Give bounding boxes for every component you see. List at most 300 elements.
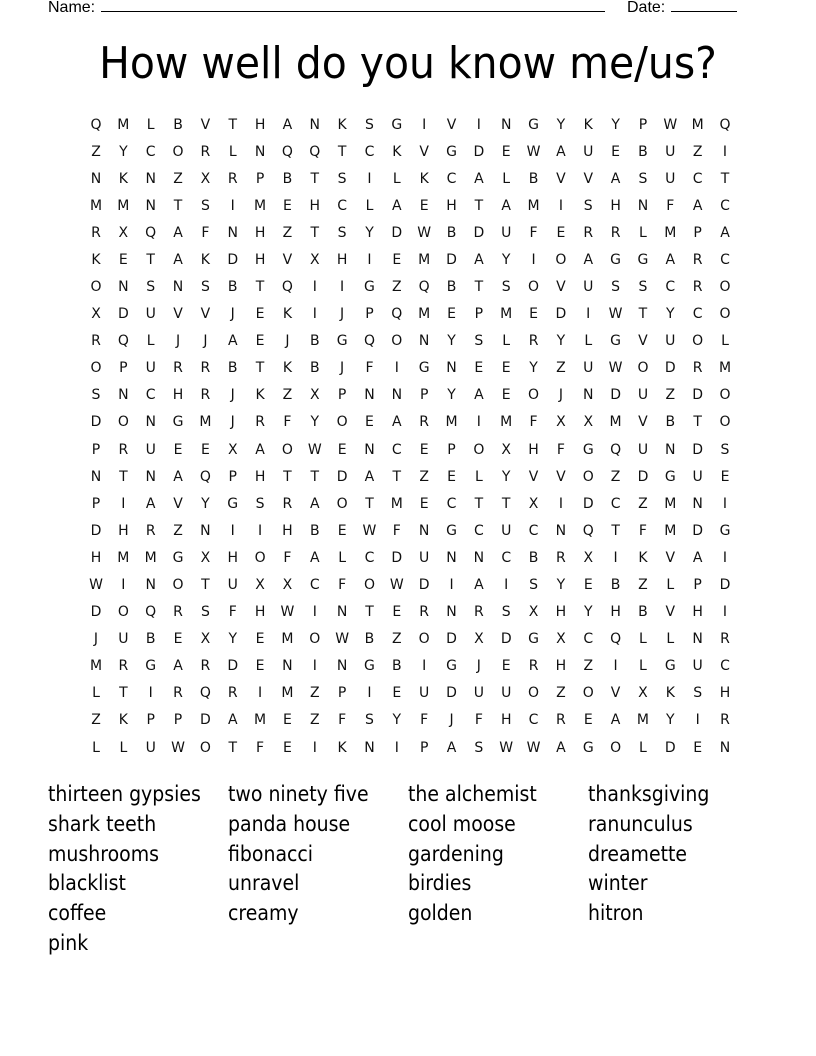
grid-cell[interactable]: Y bbox=[228, 631, 238, 648]
grid-cell[interactable]: V bbox=[200, 306, 211, 323]
grid-cell[interactable]: R bbox=[91, 333, 101, 350]
grid-cell[interactable]: L bbox=[146, 333, 155, 350]
grid-cell[interactable]: P bbox=[447, 441, 456, 458]
grid-cell[interactable]: A bbox=[474, 576, 484, 593]
grid-cell[interactable]: D bbox=[664, 360, 676, 377]
grid-cell[interactable]: I bbox=[476, 414, 481, 431]
grid-cell[interactable]: N bbox=[555, 522, 567, 539]
grid-cell[interactable]: R bbox=[692, 360, 703, 377]
grid-cell[interactable]: E bbox=[282, 197, 292, 214]
grid-cell[interactable]: I bbox=[422, 116, 427, 133]
grid-cell[interactable]: J bbox=[230, 414, 235, 431]
grid-cell[interactable]: S bbox=[474, 739, 484, 756]
grid-cell[interactable]: J bbox=[230, 387, 235, 404]
grid-cell[interactable]: R bbox=[692, 279, 703, 296]
grid-cell[interactable]: T bbox=[173, 197, 183, 214]
grid-cell[interactable]: M bbox=[609, 414, 622, 431]
grid-cell[interactable]: D bbox=[473, 224, 485, 241]
grid-cell[interactable]: A bbox=[364, 468, 375, 485]
grid-cell[interactable]: U bbox=[583, 360, 594, 377]
grid-cell[interactable]: A bbox=[692, 197, 703, 214]
grid-cell[interactable]: S bbox=[501, 604, 511, 621]
grid-cell[interactable]: A bbox=[392, 197, 402, 214]
grid-cell[interactable]: T bbox=[310, 224, 320, 241]
grid-cell[interactable]: M bbox=[418, 306, 431, 323]
grid-cell[interactable]: P bbox=[693, 224, 702, 241]
grid-cell[interactable]: T bbox=[501, 495, 511, 512]
grid-cell[interactable]: O bbox=[172, 576, 184, 593]
grid-cell[interactable]: I bbox=[367, 251, 372, 268]
grid-cell[interactable]: C bbox=[610, 495, 621, 512]
grid-cell[interactable]: W bbox=[307, 441, 322, 458]
grid-cell[interactable]: U bbox=[145, 739, 156, 756]
grid-cell[interactable]: Z bbox=[665, 387, 676, 404]
grid-cell[interactable]: Q bbox=[281, 279, 293, 296]
grid-cell[interactable]: N bbox=[446, 549, 457, 566]
grid-cell[interactable]: B bbox=[528, 170, 539, 187]
grid-cell[interactable]: R bbox=[173, 685, 183, 702]
grid-cell[interactable]: E bbox=[693, 739, 703, 756]
grid-cell[interactable]: N bbox=[336, 604, 348, 621]
grid-cell[interactable]: Z bbox=[91, 712, 101, 729]
grid-cell[interactable]: A bbox=[145, 495, 156, 512]
grid-cell[interactable]: J bbox=[230, 306, 235, 323]
grid-cell[interactable]: E bbox=[583, 712, 593, 729]
grid-cell[interactable]: M bbox=[199, 414, 212, 431]
grid-cell[interactable]: N bbox=[282, 658, 293, 675]
grid-cell[interactable]: Z bbox=[309, 685, 320, 702]
grid-cell[interactable]: U bbox=[118, 631, 129, 648]
grid-cell[interactable]: M bbox=[500, 306, 513, 323]
grid-cell[interactable]: P bbox=[337, 685, 347, 702]
grid-cell[interactable]: O bbox=[199, 739, 211, 756]
grid-cell[interactable]: X bbox=[309, 251, 320, 268]
grid-cell[interactable]: H bbox=[254, 604, 266, 621]
grid-cell[interactable]: W bbox=[663, 116, 678, 133]
grid-cell[interactable]: F bbox=[256, 739, 265, 756]
grid-cell[interactable]: O bbox=[391, 333, 403, 350]
grid-cell[interactable]: V bbox=[665, 604, 676, 621]
grid-cell[interactable]: Y bbox=[556, 116, 566, 133]
grid-cell[interactable]: U bbox=[227, 576, 238, 593]
grid-cell[interactable]: E bbox=[200, 441, 210, 458]
grid-cell[interactable]: Z bbox=[556, 360, 566, 377]
grid-cell[interactable]: U bbox=[419, 685, 430, 702]
grid-cell[interactable]: Q bbox=[582, 522, 594, 539]
grid-cell[interactable]: I bbox=[613, 658, 618, 675]
grid-cell[interactable]: G bbox=[664, 468, 676, 485]
grid-cell[interactable]: Q bbox=[418, 279, 430, 296]
grid-cell[interactable]: D bbox=[473, 143, 485, 160]
grid-cell[interactable]: Y bbox=[119, 143, 128, 160]
grid-cell[interactable]: R bbox=[419, 414, 430, 431]
grid-cell[interactable]: P bbox=[91, 495, 101, 512]
grid-cell[interactable]: T bbox=[474, 279, 484, 296]
grid-cell[interactable]: N bbox=[118, 387, 129, 404]
grid-cell[interactable]: E bbox=[392, 604, 402, 621]
grid-cell[interactable]: L bbox=[146, 116, 155, 133]
grid-cell[interactable]: J bbox=[558, 387, 563, 404]
grid-cell[interactable]: F bbox=[529, 414, 538, 431]
grid-cell[interactable]: X bbox=[556, 631, 566, 648]
grid-cell[interactable]: W bbox=[335, 631, 350, 648]
grid-cell[interactable]: B bbox=[173, 116, 183, 133]
grid-cell[interactable]: P bbox=[119, 360, 128, 377]
grid-cell[interactable]: N bbox=[145, 468, 156, 485]
grid-cell[interactable]: G bbox=[664, 658, 676, 675]
grid-cell[interactable]: Z bbox=[583, 658, 594, 675]
grid-cell[interactable]: A bbox=[474, 170, 484, 187]
grid-cell[interactable]: F bbox=[420, 712, 429, 729]
grid-cell[interactable]: H bbox=[610, 604, 621, 621]
grid-cell[interactable]: Z bbox=[392, 279, 402, 296]
grid-cell[interactable]: N bbox=[719, 739, 731, 756]
grid-cell[interactable]: A bbox=[610, 712, 621, 729]
grid-cell[interactable]: D bbox=[555, 306, 567, 323]
grid-cell[interactable]: E bbox=[282, 712, 292, 729]
grid-cell[interactable]: R bbox=[282, 495, 293, 512]
grid-cell[interactable]: I bbox=[230, 522, 235, 539]
grid-cell[interactable]: N bbox=[172, 279, 184, 296]
grid-cell[interactable]: Z bbox=[610, 468, 621, 485]
grid-cell[interactable]: U bbox=[637, 387, 649, 404]
grid-cell[interactable]: F bbox=[201, 224, 210, 241]
grid-cell[interactable]: B bbox=[638, 604, 648, 621]
grid-cell[interactable]: V bbox=[282, 251, 293, 268]
grid-cell[interactable]: D bbox=[90, 414, 102, 431]
grid-cell[interactable]: N bbox=[145, 576, 156, 593]
grid-cell[interactable]: O bbox=[719, 306, 731, 323]
grid-cell[interactable]: P bbox=[419, 387, 429, 404]
grid-cell[interactable]: E bbox=[365, 414, 374, 431]
grid-cell[interactable]: M bbox=[254, 712, 267, 729]
grid-cell[interactable]: U bbox=[145, 441, 156, 458]
grid-cell[interactable]: H bbox=[227, 549, 238, 566]
grid-cell[interactable]: O bbox=[637, 360, 649, 377]
grid-cell[interactable]: D bbox=[336, 468, 348, 485]
grid-cell[interactable]: Y bbox=[583, 604, 593, 621]
grid-cell[interactable]: N bbox=[665, 441, 676, 458]
grid-cell[interactable]: B bbox=[610, 576, 621, 593]
grid-cell[interactable]: S bbox=[611, 279, 621, 296]
grid-cell[interactable]: T bbox=[638, 306, 648, 323]
grid-cell[interactable]: L bbox=[639, 658, 647, 675]
grid-cell[interactable]: Q bbox=[90, 116, 102, 133]
grid-cell[interactable]: Z bbox=[692, 143, 703, 160]
grid-cell[interactable]: P bbox=[173, 712, 183, 729]
grid-cell[interactable]: M bbox=[664, 224, 677, 241]
grid-cell[interactable]: G bbox=[446, 658, 457, 675]
grid-cell[interactable]: S bbox=[638, 170, 648, 187]
grid-cell[interactable]: I bbox=[312, 739, 317, 756]
grid-cell[interactable]: D bbox=[446, 685, 457, 702]
grid-cell[interactable]: P bbox=[419, 739, 429, 756]
grid-cell[interactable]: E bbox=[474, 360, 484, 377]
grid-cell[interactable]: E bbox=[501, 143, 511, 160]
grid-cell[interactable]: H bbox=[555, 604, 567, 621]
grid-cell[interactable]: J bbox=[203, 333, 208, 350]
grid-cell[interactable]: T bbox=[119, 685, 128, 702]
grid-cell[interactable]: D bbox=[610, 387, 621, 404]
grid-cell[interactable]: R bbox=[610, 224, 621, 241]
grid-cell[interactable]: M bbox=[445, 414, 458, 431]
grid-cell[interactable]: E bbox=[419, 495, 429, 512]
grid-cell[interactable]: K bbox=[91, 251, 101, 268]
grid-cell[interactable]: Q bbox=[145, 224, 157, 241]
grid-cell[interactable]: N bbox=[637, 197, 649, 214]
grid-cell[interactable]: W bbox=[389, 576, 404, 593]
grid-cell[interactable]: K bbox=[255, 387, 265, 404]
grid-cell[interactable]: E bbox=[337, 522, 347, 539]
grid-cell[interactable]: E bbox=[392, 685, 402, 702]
grid-cell[interactable]: A bbox=[665, 251, 676, 268]
grid-cell[interactable]: A bbox=[255, 441, 265, 458]
grid-cell[interactable]: K bbox=[337, 116, 347, 133]
grid-cell[interactable]: I bbox=[558, 495, 563, 512]
grid-cell[interactable]: Y bbox=[392, 712, 402, 729]
grid-cell[interactable]: K bbox=[392, 143, 402, 160]
grid-cell[interactable]: D bbox=[227, 658, 239, 675]
grid-cell[interactable]: Y bbox=[447, 333, 456, 350]
grid-cell[interactable]: X bbox=[91, 306, 101, 323]
grid-cell[interactable]: A bbox=[692, 549, 703, 566]
grid-cell[interactable]: B bbox=[282, 170, 293, 187]
grid-cell[interactable]: M bbox=[89, 658, 103, 675]
grid-cell[interactable]: R bbox=[227, 685, 238, 702]
grid-cell[interactable]: I bbox=[504, 576, 509, 593]
grid-cell[interactable]: M bbox=[254, 197, 267, 214]
grid-cell[interactable]: A bbox=[227, 712, 238, 729]
grid-cell[interactable]: R bbox=[145, 522, 156, 539]
grid-cell[interactable]: W bbox=[526, 143, 541, 160]
grid-cell[interactable]: N bbox=[391, 387, 403, 404]
grid-cell[interactable]: P bbox=[146, 712, 155, 729]
grid-cell[interactable]: T bbox=[693, 414, 702, 431]
grid-cell[interactable]: G bbox=[610, 333, 622, 350]
grid-cell[interactable]: H bbox=[254, 116, 266, 133]
grid-cell[interactable]: V bbox=[556, 279, 566, 296]
grid-cell[interactable]: M bbox=[144, 549, 157, 566]
grid-cell[interactable]: S bbox=[365, 116, 374, 133]
grid-cell[interactable]: A bbox=[173, 224, 183, 241]
grid-cell[interactable]: F bbox=[365, 360, 374, 377]
grid-cell[interactable]: G bbox=[610, 251, 622, 268]
grid-cell[interactable]: N bbox=[118, 279, 129, 296]
grid-cell[interactable]: Y bbox=[556, 333, 566, 350]
grid-cell[interactable]: O bbox=[90, 279, 102, 296]
grid-cell[interactable]: N bbox=[145, 197, 156, 214]
grid-cell[interactable]: C bbox=[309, 576, 320, 593]
grid-cell[interactable]: Q bbox=[281, 143, 293, 160]
grid-cell[interactable]: E bbox=[255, 306, 265, 323]
grid-cell[interactable]: Q bbox=[309, 143, 321, 160]
grid-cell[interactable]: H bbox=[118, 522, 129, 539]
grid-cell[interactable]: A bbox=[309, 495, 320, 512]
grid-cell[interactable]: D bbox=[637, 468, 649, 485]
grid-cell[interactable]: L bbox=[474, 468, 483, 485]
grid-cell[interactable]: D bbox=[664, 739, 676, 756]
grid-cell[interactable]: W bbox=[362, 522, 377, 539]
grid-cell[interactable]: N bbox=[418, 333, 430, 350]
grid-cell[interactable]: O bbox=[281, 441, 293, 458]
grid-cell[interactable]: S bbox=[529, 576, 538, 593]
grid-cell[interactable]: M bbox=[718, 360, 732, 377]
grid-cell[interactable]: F bbox=[474, 712, 483, 729]
grid-cell[interactable]: I bbox=[394, 360, 399, 377]
grid-cell[interactable]: I bbox=[121, 495, 126, 512]
grid-cell[interactable]: X bbox=[474, 631, 484, 648]
grid-cell[interactable]: R bbox=[118, 441, 129, 458]
grid-cell[interactable]: M bbox=[418, 251, 431, 268]
grid-cell[interactable]: Y bbox=[529, 360, 538, 377]
grid-cell[interactable]: T bbox=[474, 197, 484, 214]
grid-cell[interactable]: T bbox=[201, 576, 210, 593]
grid-cell[interactable]: P bbox=[337, 387, 347, 404]
grid-cell[interactable]: Y bbox=[666, 712, 675, 729]
grid-cell[interactable]: J bbox=[175, 333, 181, 350]
grid-cell[interactable]: E bbox=[173, 441, 183, 458]
grid-cell[interactable]: R bbox=[556, 712, 566, 729]
grid-cell[interactable]: H bbox=[309, 197, 321, 214]
grid-cell[interactable]: Y bbox=[310, 414, 320, 431]
grid-cell[interactable]: A bbox=[583, 251, 594, 268]
grid-cell[interactable]: T bbox=[228, 739, 238, 756]
grid-cell[interactable]: T bbox=[392, 468, 402, 485]
grid-cell[interactable]: C bbox=[364, 549, 375, 566]
grid-cell[interactable]: K bbox=[583, 116, 593, 133]
grid-cell[interactable]: L bbox=[639, 739, 647, 756]
grid-cell[interactable]: L bbox=[666, 576, 675, 593]
grid-cell[interactable]: E bbox=[611, 143, 621, 160]
grid-cell[interactable]: T bbox=[283, 468, 292, 485]
grid-cell[interactable]: I bbox=[558, 197, 563, 214]
grid-cell[interactable]: X bbox=[118, 224, 129, 241]
grid-cell[interactable]: I bbox=[312, 306, 317, 323]
grid-cell[interactable]: E bbox=[720, 468, 730, 485]
grid-cell[interactable]: S bbox=[474, 333, 484, 350]
grid-cell[interactable]: N bbox=[145, 170, 156, 187]
grid-cell[interactable]: V bbox=[583, 170, 594, 187]
grid-cell[interactable]: H bbox=[254, 251, 266, 268]
grid-cell[interactable]: I bbox=[148, 685, 153, 702]
grid-cell[interactable]: V bbox=[173, 495, 183, 512]
grid-cell[interactable]: Z bbox=[638, 495, 648, 512]
grid-cell[interactable]: W bbox=[608, 306, 623, 323]
grid-cell[interactable]: I bbox=[722, 495, 728, 512]
grid-cell[interactable]: F bbox=[638, 522, 647, 539]
grid-cell[interactable]: Q bbox=[610, 441, 622, 458]
grid-cell[interactable]: U bbox=[501, 224, 512, 241]
grid-cell[interactable]: V bbox=[638, 414, 648, 431]
grid-cell[interactable]: K bbox=[282, 360, 293, 377]
grid-cell[interactable]: F bbox=[338, 576, 347, 593]
grid-cell[interactable]: G bbox=[391, 116, 403, 133]
grid-cell[interactable]: N bbox=[145, 414, 156, 431]
grid-cell[interactable]: W bbox=[526, 739, 541, 756]
grid-cell[interactable]: Q bbox=[391, 306, 403, 323]
grid-cell[interactable]: N bbox=[90, 468, 102, 485]
grid-cell[interactable]: A bbox=[720, 224, 730, 241]
grid-cell[interactable]: E bbox=[447, 306, 456, 323]
grid-cell[interactable]: X bbox=[501, 441, 511, 458]
grid-cell[interactable]: S bbox=[146, 279, 156, 296]
grid-cell[interactable]: F bbox=[666, 197, 675, 214]
grid-cell[interactable]: H bbox=[446, 197, 457, 214]
grid-cell[interactable]: S bbox=[365, 712, 374, 729]
grid-cell[interactable]: O bbox=[719, 387, 731, 404]
grid-cell[interactable]: B bbox=[392, 658, 402, 675]
grid-cell[interactable]: Z bbox=[173, 522, 183, 539]
grid-cell[interactable]: L bbox=[365, 197, 374, 214]
grid-cell[interactable]: D bbox=[90, 604, 102, 621]
grid-cell[interactable]: B bbox=[446, 224, 457, 241]
grid-cell[interactable]: O bbox=[172, 143, 184, 160]
grid-cell[interactable]: W bbox=[499, 739, 514, 756]
grid-cell[interactable]: E bbox=[501, 360, 511, 377]
grid-cell[interactable]: M bbox=[281, 631, 294, 648]
grid-cell[interactable]: X bbox=[638, 685, 648, 702]
grid-cell[interactable]: K bbox=[118, 170, 128, 187]
grid-cell[interactable]: I bbox=[476, 116, 481, 133]
grid-cell[interactable]: T bbox=[310, 170, 320, 187]
grid-cell[interactable]: G bbox=[637, 251, 649, 268]
grid-cell[interactable]: S bbox=[200, 197, 210, 214]
grid-cell[interactable]: S bbox=[91, 387, 101, 404]
grid-cell[interactable]: K bbox=[638, 549, 648, 566]
grid-cell[interactable]: H bbox=[254, 224, 266, 241]
grid-cell[interactable]: X bbox=[200, 170, 211, 187]
grid-cell[interactable]: L bbox=[502, 170, 511, 187]
grid-cell[interactable]: D bbox=[692, 387, 704, 404]
grid-cell[interactable]: G bbox=[172, 414, 184, 431]
grid-cell[interactable]: P bbox=[638, 116, 648, 133]
grid-cell[interactable]: N bbox=[254, 143, 266, 160]
grid-cell[interactable]: C bbox=[692, 306, 703, 323]
grid-cell[interactable]: E bbox=[583, 576, 593, 593]
grid-cell[interactable]: R bbox=[173, 604, 183, 621]
grid-cell[interactable]: U bbox=[145, 306, 156, 323]
grid-cell[interactable]: R bbox=[419, 604, 430, 621]
grid-cell[interactable]: T bbox=[720, 170, 730, 187]
grid-cell[interactable]: B bbox=[145, 631, 156, 648]
grid-cell[interactable]: X bbox=[556, 414, 566, 431]
grid-cell[interactable]: G bbox=[364, 658, 375, 675]
grid-cell[interactable]: Z bbox=[309, 712, 320, 729]
grid-cell[interactable]: V bbox=[173, 306, 183, 323]
grid-cell[interactable]: F bbox=[283, 414, 292, 431]
grid-cell[interactable]: P bbox=[474, 306, 484, 323]
grid-cell[interactable]: X bbox=[255, 576, 265, 593]
grid-cell[interactable]: D bbox=[418, 576, 430, 593]
grid-cell[interactable]: M bbox=[117, 197, 130, 214]
grid-cell[interactable]: D bbox=[500, 631, 512, 648]
grid-cell[interactable]: R bbox=[692, 251, 703, 268]
grid-cell[interactable]: I bbox=[613, 549, 618, 566]
grid-cell[interactable]: N bbox=[446, 604, 457, 621]
grid-cell[interactable]: U bbox=[692, 468, 703, 485]
grid-cell[interactable]: C bbox=[528, 522, 539, 539]
grid-cell[interactable]: G bbox=[719, 522, 731, 539]
grid-cell[interactable]: J bbox=[93, 631, 99, 648]
grid-cell[interactable]: H bbox=[500, 712, 512, 729]
grid-cell[interactable]: D bbox=[446, 251, 457, 268]
grid-cell[interactable]: D bbox=[227, 251, 239, 268]
grid-cell[interactable]: Z bbox=[392, 631, 402, 648]
grid-cell[interactable]: O bbox=[582, 685, 594, 702]
grid-cell[interactable]: C bbox=[583, 631, 594, 648]
grid-cell[interactable]: O bbox=[90, 360, 102, 377]
grid-cell[interactable]: N bbox=[364, 441, 375, 458]
